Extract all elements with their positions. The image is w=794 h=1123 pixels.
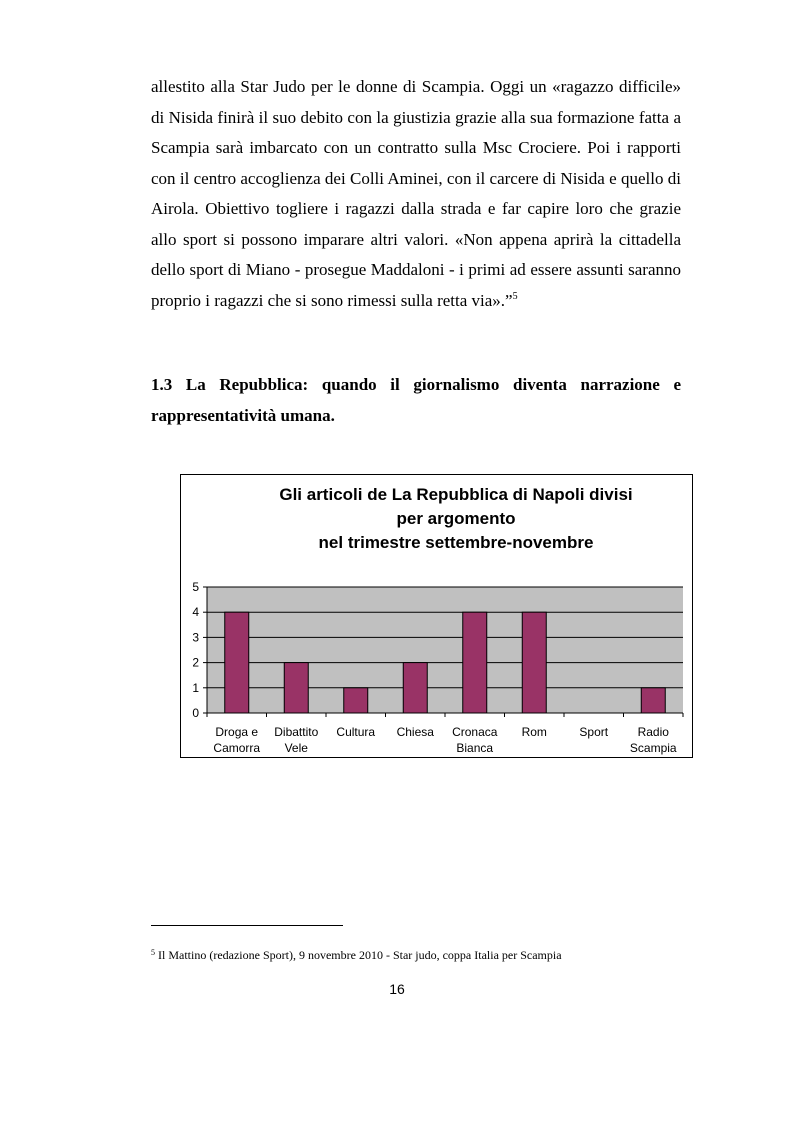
y-tick-label: 0 [192,706,199,720]
x-category-label-line: Dibattito [274,725,319,739]
chart-title-line: nel trimestre settembre-novembre [318,533,594,552]
footnote-divider [151,925,343,926]
bar [522,612,546,713]
x-category-label [336,725,375,739]
body-paragraph-1: allestito alla Star Judo per le donne di Scampia. Oggi un «ragazzo difficile» di Nisida finirà il suo debito con la giustizia grazie alla sua formazione fatta a Scampia sarà imbarcato con un contratto sulla Msc Crociere. Poi i rapporti con il centro accoglienza dei Colli Aminei, con il carcere di Nisida e quello di Airola. Obiettivo togliere i ragazzi dalla strada e far capire loro che grazie allo sport si possono imparare altri valori. «Non appena aprirà la cittadella dello sport di Miano - prosegue Maddaloni - i primi ad essere assunti saranno proprio i ragazzi che si sono rimessi sulla retta via».”$^5$ [151,77,681,310]
x-category-label-line: Radio [637,725,669,739]
bar [284,663,308,713]
chart-title [279,485,632,552]
y-tick-label: 5 [192,580,199,594]
bar [403,663,427,713]
bar [344,688,368,713]
footnote [151,948,562,963]
x-category-label-line: Bianca [456,741,494,755]
y-tick-label: 4 [192,605,199,620]
x-category-label-line: Rom [521,725,547,739]
section-heading: 1.3 La Repubblica: quando il giornalismo diventa narrazione e rappresentatività umana. [151,375,681,425]
chart-canvas [181,475,694,759]
x-category-label [397,725,435,739]
y-tick-label: 1 [192,680,199,695]
y-tick-label: 2 [192,655,199,670]
bar [641,688,665,713]
x-category-label-line: Scampia [629,741,677,755]
x-category-label [630,725,677,755]
x-category-label-line: Camorra [213,741,261,755]
bar [225,612,249,713]
page-number: 16 [389,981,405,997]
chart-title-line: per argomento [396,509,516,528]
bar [463,612,487,713]
footnote-number: 5 [151,948,155,957]
y-tick-label: 3 [192,630,199,645]
footnote-text: Il Mattino (redazione Sport), 9 novembre 2010 - Star judo, coppa Italia per Scampia [158,948,562,962]
x-category-label-line: Cultura [336,725,376,739]
x-category-label-line: Chiesa [396,725,434,739]
x-category-label [522,725,547,739]
bar-chart [180,474,693,758]
x-category-label [213,725,260,755]
x-category-label-line: Vele [284,741,308,755]
x-category-label [452,725,498,755]
chart-title-line: Gli articoli de La Repubblica di Napoli divisi [279,485,633,504]
chart-plot-area [207,587,683,713]
x-category-label-line: Sport [579,725,609,739]
x-category-label-line: Cronaca [452,725,498,739]
footnote-reference: 5 [512,290,518,302]
plot-background [207,587,683,713]
x-category-label [274,725,318,755]
x-category-label-line: Droga e [215,725,259,739]
x-category-label [579,725,608,739]
